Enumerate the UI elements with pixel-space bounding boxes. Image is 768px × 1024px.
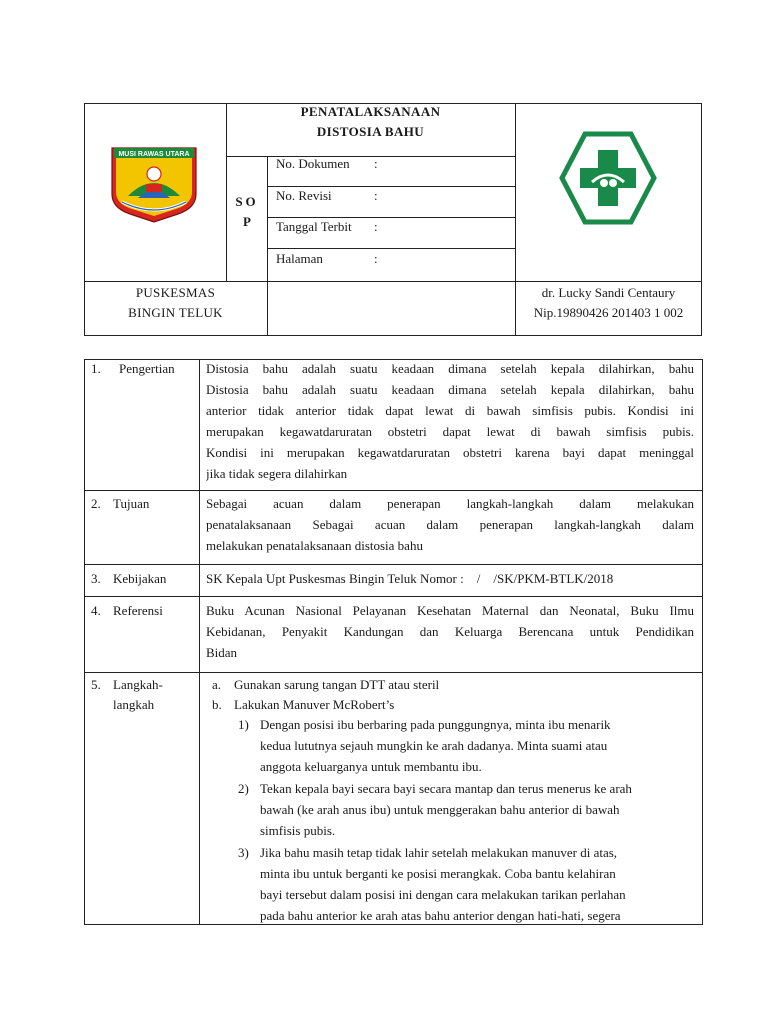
field-colon: : bbox=[374, 251, 378, 266]
text-line: Distosia bahu adalah suatu keadaan dimana setelah kepala dilahirkan, bahu bbox=[206, 382, 694, 397]
section-label-pengertian: Pengertian bbox=[119, 361, 175, 376]
field-row-line-2 bbox=[267, 217, 515, 218]
section-label-tujuan: Tujuan bbox=[113, 496, 150, 511]
text-line: jika tidak segera dilahirkan bbox=[206, 466, 348, 481]
substep-marker: 1) bbox=[238, 717, 249, 732]
substep-marker: 2) bbox=[238, 781, 249, 796]
text-line: minta ibu untuk berganti ke posisi merangkak. Coba bantu kelahiran bbox=[260, 866, 616, 881]
emblem-banner-text: MUSI RAWAS UTARA bbox=[118, 151, 190, 158]
substep-text bbox=[260, 714, 611, 777]
text-line: Kondisi ini merupakan kegawatdaruratan obstetri karena bayi dapat meninggal bbox=[206, 445, 694, 460]
sop-label-line2: P bbox=[243, 214, 251, 229]
signatory-nip: Nip.19890426 201403 1 002 bbox=[533, 305, 684, 320]
field-colon: : bbox=[374, 188, 378, 203]
row-line-2 bbox=[84, 564, 703, 565]
row-line-1 bbox=[84, 490, 703, 491]
substep-text bbox=[260, 842, 626, 926]
section-label-langkah-line2: langkah bbox=[113, 697, 155, 712]
sop-label-line1: SO bbox=[235, 194, 259, 209]
section-text-pengertian bbox=[206, 358, 694, 484]
section-label-langkah-line1: Langkah- bbox=[113, 677, 163, 692]
field-row-line-1 bbox=[267, 186, 515, 187]
section-label-kebijakan: Kebijakan bbox=[113, 571, 167, 586]
text-line: simfisis pubis. bbox=[260, 823, 336, 838]
item-marker: a. bbox=[212, 677, 222, 692]
row-line-4 bbox=[84, 672, 703, 673]
text-line: Kebidanan, Penyakit Kandungan dan Keluarga Berencana untuk Pendidikan bbox=[206, 624, 694, 639]
text-line: Dengan posisi ibu berbaring pada punggungnya, minta ibu menarik bbox=[260, 717, 611, 732]
signatory-name: dr. Lucky Sandi Centaury bbox=[541, 285, 676, 300]
field-colon: : bbox=[374, 219, 378, 234]
musi-rawas-utara-emblem bbox=[108, 144, 200, 224]
section-number: 1. bbox=[91, 361, 101, 376]
sop-col-line bbox=[267, 156, 268, 281]
text-line: Bidan bbox=[206, 645, 238, 660]
title-divider bbox=[226, 156, 515, 157]
section-number: 3. bbox=[91, 571, 101, 586]
item-marker: b. bbox=[212, 697, 222, 712]
field-label-tanggal-terbit: Tanggal Terbit bbox=[276, 219, 352, 234]
text-line: Buku Acunan Nasional Pelayanan Kesehatan Maternal dan Neonatal, Buku Ilmu bbox=[206, 603, 694, 618]
item-text: Lakukan Manuver McRobert’s bbox=[234, 697, 395, 712]
text-line: anterior tidak anterior tidak dapat lewat di bawah simfisis pubis. Kondisi ini bbox=[206, 403, 694, 418]
header-col-line-2 bbox=[515, 103, 516, 281]
section-number: 2. bbox=[91, 496, 101, 511]
field-label-no-revisi: No. Revisi bbox=[276, 188, 332, 203]
section-label-referensi: Referensi bbox=[113, 603, 163, 618]
header-divider bbox=[84, 281, 702, 282]
text-line: kedua lututnya sejauh mungkin ke arah dadanya. Minta suami atau bbox=[260, 738, 608, 753]
institution-line1: PUSKESMAS bbox=[135, 285, 216, 300]
section-text-kebijakan: SK Kepala Upt Puskesmas Bingin Teluk Nomor : / /SK/PKM-BTLK/2018 bbox=[206, 571, 614, 586]
text-line: bawah (ke arah anus ibu) untuk menggerakan bahu anterior di bawah bbox=[260, 802, 620, 817]
text-line: Distosia bahu adalah suatu keadaan dimana setelah kepala dilahirkan, bahu bbox=[206, 361, 694, 376]
text-line: bayi tersebut dalam posisi ini dengan cara melakukan tarikan perlahan bbox=[260, 887, 626, 902]
section-number: 4. bbox=[91, 603, 101, 618]
section-text-referensi bbox=[206, 600, 694, 663]
substep-marker: 3) bbox=[238, 845, 249, 860]
text-line: melakukan penatalaksanaan distosia bahu bbox=[206, 538, 423, 553]
bottom-col-line-1 bbox=[267, 281, 268, 336]
document-title-line1: PENATALAKSANAAN bbox=[300, 104, 441, 119]
text-line: penatalaksanaan Sebagai acuan dalam penerapan langkah-langkah dalam bbox=[206, 517, 694, 532]
text-line: Sebagai acuan dalam penerapan langkah-langkah dalam melakukan bbox=[206, 496, 694, 511]
text-line: Jika bahu masih tetap tidak lahir setelah melakukan manuver di atas, bbox=[260, 845, 618, 860]
field-label-no-dokumen: No. Dokumen bbox=[276, 156, 350, 171]
text-line: merupakan kegawatdaruratan obstetri dapat lewat di bawah simfisis pubis. bbox=[206, 424, 694, 439]
substep-text bbox=[260, 778, 632, 841]
field-colon: : bbox=[374, 156, 378, 171]
text-line: anggota keluarganya untuk membantu ibu. bbox=[260, 759, 482, 774]
section-number: 5. bbox=[91, 677, 101, 692]
field-row-line-3 bbox=[267, 248, 515, 249]
text-line: pada bahu anterior ke arah atas bahu anterior dengan hati-hati, segera bbox=[260, 908, 621, 923]
document-title-line2: DISTOSIA BAHU bbox=[316, 124, 425, 139]
row-line-3 bbox=[84, 596, 703, 597]
label-col-line bbox=[199, 359, 200, 925]
item-text: Gunakan sarung tangan DTT atau steril bbox=[234, 677, 440, 692]
puskesmas-cross-logo bbox=[558, 128, 658, 228]
institution-line2: BINGIN TELUK bbox=[128, 305, 223, 320]
text-line: Tekan kepala bayi secara bayi secara mantap dan terus menerus ke arah bbox=[260, 781, 632, 796]
field-label-halaman: Halaman bbox=[276, 251, 323, 266]
section-text-tujuan bbox=[206, 493, 694, 556]
